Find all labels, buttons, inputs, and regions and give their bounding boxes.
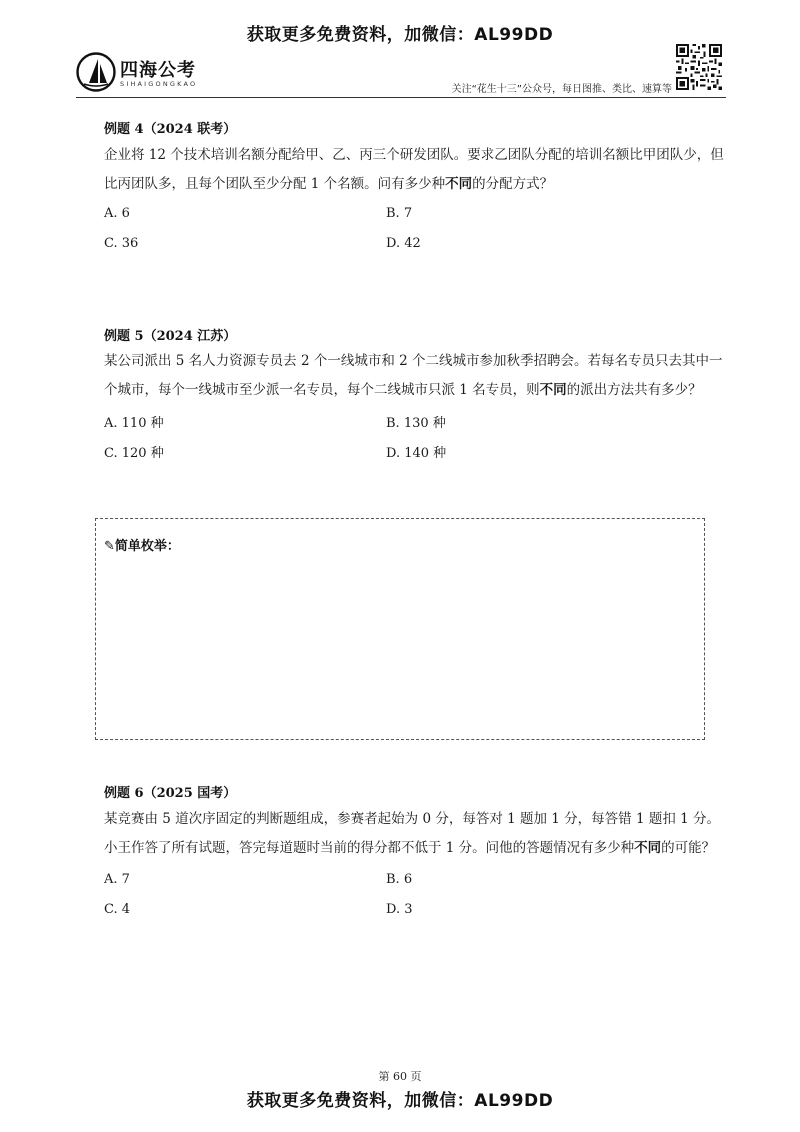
question-4-body xyxy=(104,141,726,199)
question-4-option-a: A. 6 xyxy=(104,206,130,221)
question-4-emphasis: 不同 xyxy=(445,176,473,192)
sail-logo-icon xyxy=(76,52,116,92)
qr-code-icon xyxy=(676,44,722,90)
question-6-option-b: B. 6 xyxy=(386,872,413,887)
question-4-option-d: D. 42 xyxy=(386,236,421,251)
question-5-body xyxy=(104,347,726,405)
question-6-option-d: D. 3 xyxy=(386,902,413,917)
question-5-option-d: D. 140 种 xyxy=(386,446,447,461)
note-box-title: ✎简单枚举： xyxy=(104,539,180,554)
question-6-emphasis: 不同 xyxy=(634,840,662,856)
question-4-option-c: C. 36 xyxy=(104,236,139,251)
question-5-emphasis: 不同 xyxy=(539,382,567,398)
question-6-option-c: C. 4 xyxy=(104,902,131,917)
follow-notice: 关注“花生十三”公众号，每日图推、类比、速算等 xyxy=(451,84,672,95)
question-5-option-a: A. 110 种 xyxy=(104,416,164,431)
question-5-body-end: 的派出方法共有多少？ xyxy=(566,382,702,398)
bottom-banner: 获取更多免费资料，加微信：AL99DD xyxy=(246,1091,554,1111)
question-5-option-b: B. 130 种 xyxy=(386,416,446,431)
question-5-title: 例题 5（2024 江苏） xyxy=(104,329,237,344)
question-4-body-end: 的分配方式？ xyxy=(472,176,554,192)
question-4-option-b: B. 7 xyxy=(386,206,413,221)
header-divider xyxy=(76,97,726,98)
top-banner: 获取更多免费资料，加微信：AL99DD xyxy=(246,25,554,45)
question-5-option-c: C. 120 种 xyxy=(104,446,164,461)
question-5-body-text: 某公司派出 5 名人力资源专员去 2 个一线城市和 2 个二线城市参加秋季招聘会。若每名专员只去其中一个城市，每个一线城市至少派一名专员，每个二线城市只派 1 名专员，则 xyxy=(104,353,723,398)
question-4-title: 例题 4（2024 联考） xyxy=(104,122,237,137)
question-6-body-text: 某竞赛由 5 道次序固定的判断题组成，参赛者起始为 0 分，每答对 1 题加 1 分，每答错 1 题扣 1 分。小王作答了所有试题，答完每道题时当前的得分都不低于 1 分。问他的答题情况有多少种 xyxy=(104,811,721,856)
question-6-title: 例题 6（2025 国考） xyxy=(104,786,237,801)
logo-subtitle: SIHAIGONGKAO xyxy=(120,80,198,88)
logo xyxy=(76,52,236,92)
logo-name: 四海公考 xyxy=(120,60,196,81)
page-number: 第 60 页 xyxy=(378,1070,422,1083)
question-6-option-a: A. 7 xyxy=(104,872,130,887)
question-6-body xyxy=(104,805,726,863)
question-6-body-end: 的可能？ xyxy=(661,840,716,856)
question-4-body-text: 企业将 12 个技术培训名额分配给甲、乙、丙三个研发团队。要求乙团队分配的培训名额比甲团队少，但比丙团队多，且每个团队至少分配 1 个名额。问有多少种 xyxy=(104,147,724,192)
note-box xyxy=(95,518,705,740)
